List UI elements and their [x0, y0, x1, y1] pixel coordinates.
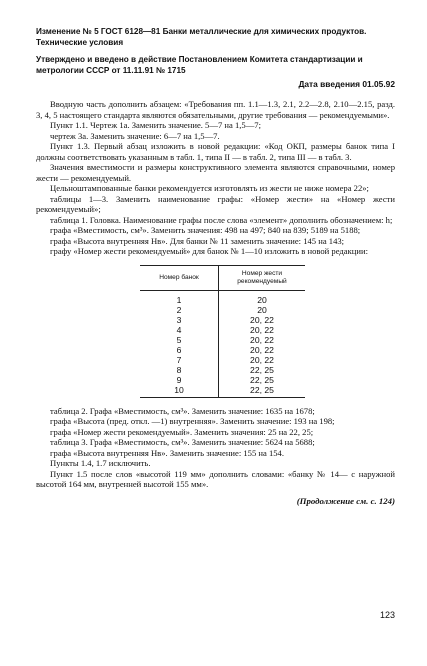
table-cell-tin-number: 20, 22	[219, 345, 306, 355]
table-cell-tin-number: 20, 22	[219, 335, 306, 345]
paragraph: графу «Номер жести рекомендуемый» для банок № 1—10 изложить в новой редакции:	[50, 246, 368, 256]
table-cell-tin-number: 22, 25	[219, 365, 306, 375]
table-cell-tin-number: 20, 22	[219, 325, 306, 335]
table-cell-can-number: 2	[176, 304, 182, 315]
table-cell-tin-number: 20	[219, 290, 306, 305]
tin-number-table	[140, 265, 305, 398]
paragraph: таблица 2. Графа «Вместимость, см³». Заменить значение: 1635 на 1678;	[50, 405, 315, 416]
page-number: 123	[379, 610, 395, 620]
paragraphs-before-table	[36, 99, 395, 257]
table-row	[140, 325, 305, 335]
paragraph: Цельноштампованные банки рекомендуется изготовлять из жести не ниже номера 22»;	[50, 183, 369, 193]
table-cell-can-number: 9	[176, 374, 182, 385]
table-cell-tin-number: 20	[219, 305, 306, 315]
table-row	[140, 335, 305, 345]
table-row	[140, 385, 305, 398]
table-cell-can-number: 8	[176, 364, 182, 375]
table-cell-tin-number: 22, 25	[219, 385, 306, 398]
table-cell-tin-number: 20, 22	[219, 315, 306, 325]
table-cell-can-number: 6	[176, 344, 182, 355]
table-cell-can-number: 7	[176, 354, 182, 365]
table-row	[140, 375, 305, 385]
table-header-can-number: Номер банок	[140, 265, 219, 290]
document-body	[36, 99, 395, 506]
table-row	[140, 315, 305, 325]
table-row	[140, 305, 305, 315]
header-approval-line: Утверждено и введено в действие Постановлением Комитета стандартизации и	[36, 55, 363, 64]
paragraph: таблица 1. Головка. Наименование графы после слова «элемент» дополнить обозначением: h;	[50, 214, 393, 225]
header-title-line: Изменение № 5 ГОСТ 6128—81 Банки металлические для химических продуктов.	[36, 27, 367, 36]
paragraph: Пункт 1.5 после слов «высотой 119 мм» дополнить словами: «банку № 14— с наружной высотой 164 мм, внутренней высотой 155 мм».	[36, 468, 395, 489]
paragraph: Пункт 1.3. Первый абзац изложить в новой редакции: «Код ОКП, размеры банок типа I должны соответствовать указанным в табл. 1, типа II — в табл. 2, типа III — в табл. 3.	[36, 141, 395, 162]
paragraphs-after-table	[36, 406, 395, 490]
continuation-note: (Продолжение см. с. 124)	[296, 495, 395, 506]
table-cell-can-number: 4	[176, 324, 182, 335]
paragraph: графа «Вместимость, см³». Заменить значения: 498 на 497; 840 на 839; 5189 на 5188;	[50, 225, 361, 235]
header-approval-line: метрологии СССР от 11.11.91 № 1715	[36, 66, 186, 75]
table-row	[140, 290, 305, 305]
table-cell-can-number: 1	[176, 294, 182, 305]
table-row	[140, 355, 305, 365]
header-title-line: Технические условия	[36, 38, 124, 47]
paragraph: Вводную часть дополнить абзацем: «Требования пп. 1.1—1.3, 2.1, 2.2—2.8, 2.10—2.15, разд. 3, 4, 5 настоящего стандарта являются обязательными, другие требования — рекомендуемыми».	[36, 99, 395, 120]
paragraph: чертеж 3а. Заменить значение: 6—7 на 1,5—7.	[50, 130, 220, 141]
table-cell-can-number: 5	[176, 334, 182, 345]
paragraph: графа «Высота внутренняя Hв». Для банки № 11 заменить значение: 145 на 143;	[50, 235, 345, 246]
table-cell-tin-number: 20, 22	[219, 355, 306, 365]
paragraph: таблицы 1—3. Заменить наименование графы: «Номер жести» на «Номер жести рекомендуемый»;	[36, 193, 395, 214]
table-cell-tin-number: 22, 25	[219, 375, 306, 385]
paragraph: Пункты 1.4, 1.7 исключить.	[50, 458, 151, 468]
paragraph: графа «Высота (пред. откл. —1) внутренняя». Заменить значение: 193 на 198;	[50, 416, 335, 426]
paragraph: таблица 3. Графа «Вместимость, см³». Заменить значение: 5624 на 5688;	[50, 437, 315, 447]
table-row	[140, 365, 305, 375]
paragraph: Значения вместимости и размеры конструктивного элемента являются справочными, номер жести — рекомендуемый.	[36, 162, 395, 183]
effective-date: Дата введения 01.05.92	[298, 79, 395, 89]
paragraph: графа «Высота внутренняя Hв». Заменить значение: 155 на 154.	[50, 447, 285, 458]
table-cell-can-number: 3	[176, 314, 182, 325]
table-cell-can-number: 10	[140, 385, 219, 398]
document-header	[36, 26, 395, 76]
paragraph: графа «Номер жести рекомендуемый». Заменить значения: 25 на 22, 25;	[50, 426, 314, 437]
table-row	[140, 345, 305, 355]
paragraph: Пункт 1.1. Чертеж 1а. Заменить значение. 5—7 на 1,5—7;	[50, 120, 261, 130]
table-header-tin-number: Номер жести рекомендуемый	[219, 265, 306, 290]
